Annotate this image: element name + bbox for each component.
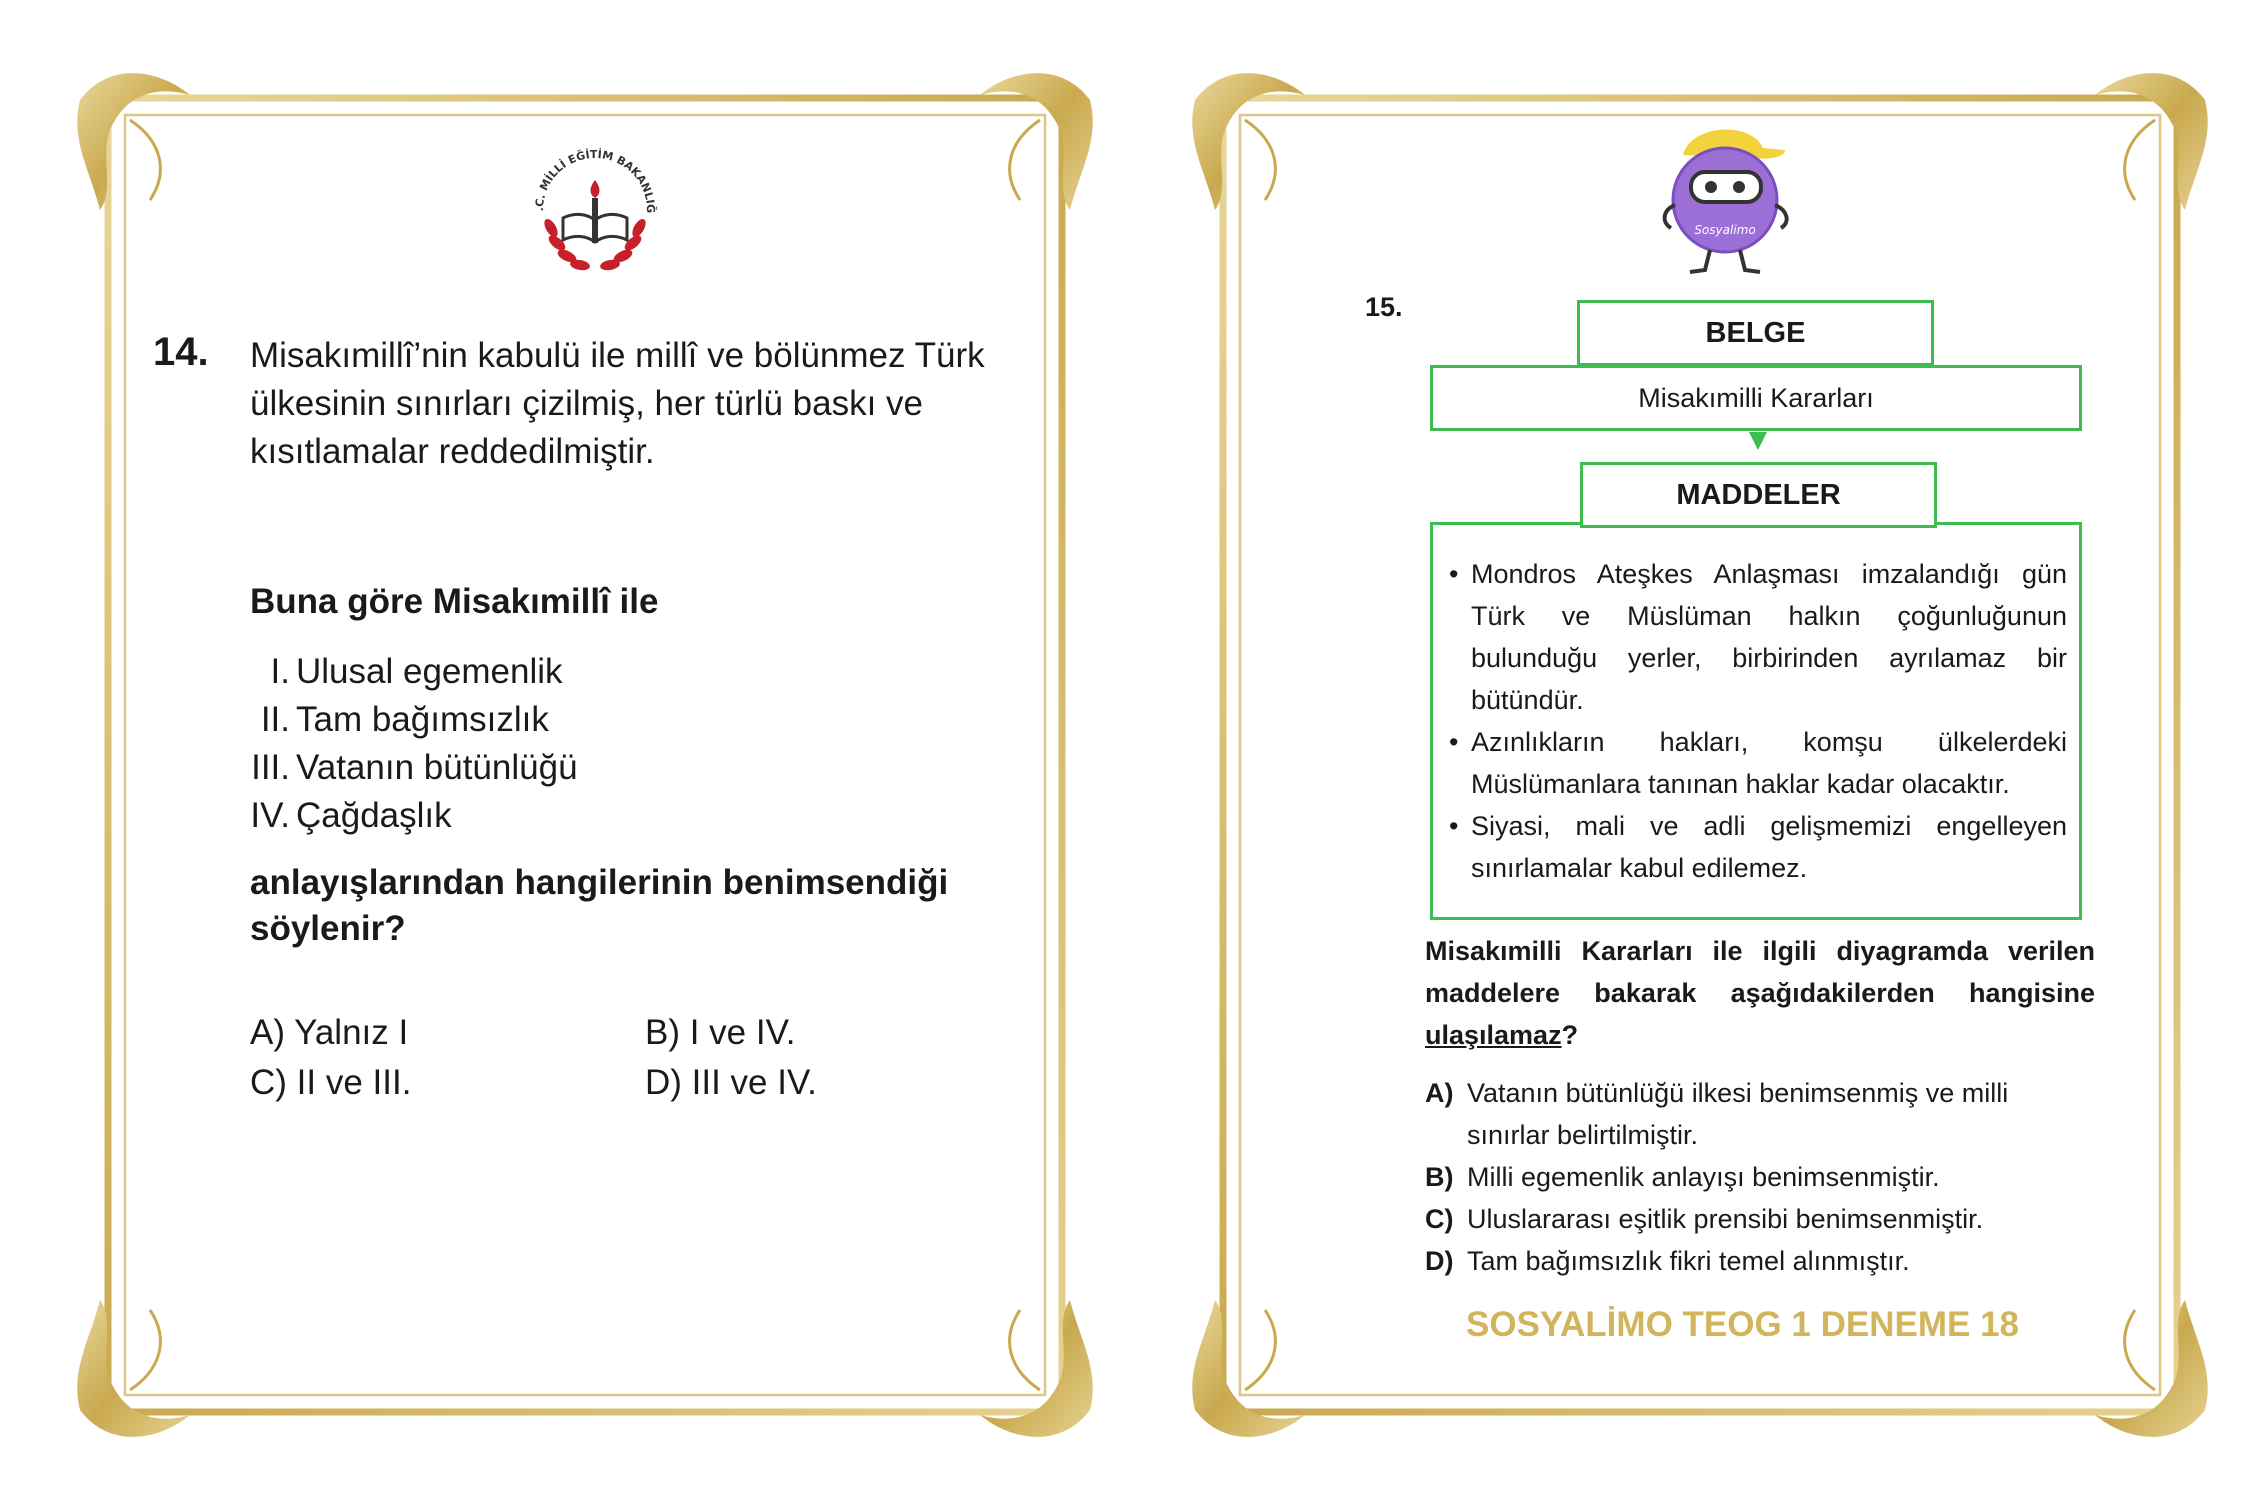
question-stem: Misakımillî’nin kabulü ile millî ve bölünmez Türk ülkesinin sınırları çizilmiş, her türlü baskı ve kısıtlamalar reddedilmiştir. — [250, 336, 985, 471]
svg-text:Sosyalimo: Sosyalimo — [1694, 223, 1756, 237]
diagram-item: • Azınlıkların hakları, komşu ülkelerdeki Müslümanlara tanınan haklar kadar olacaktır. — [1447, 721, 2067, 805]
emphasis-underlined: ulaşılamaz — [1425, 1020, 1562, 1050]
question-prompt: Misakımilli Kararları ile ilgili diyagramda verilen maddelere bakarak aşağıdakilerden hangisine ulaşılamaz? — [1425, 936, 2095, 1050]
question-number: 14. — [153, 330, 209, 374]
option-c[interactable]: C) Uluslararası eşitlik prensibi benimsenmiştir. — [1425, 1204, 1984, 1234]
statement-item: II. Tam bağımsızlık — [260, 700, 549, 739]
question-number: 15. — [1365, 292, 1403, 322]
option-b[interactable]: B) Milli egemenlik anlayışı benimsenmiştir. — [1425, 1162, 1940, 1192]
question-prompt-end: anlayışlarından hangilerinin benimsendiği söylenir? — [250, 863, 949, 948]
statement-item: I. Ulusal egemenlik — [270, 652, 563, 691]
statement-list — [240, 648, 578, 840]
diagram-item-list — [1430, 522, 2082, 920]
option-c[interactable]: C) II ve III. — [250, 1063, 412, 1102]
sosyalimo-mascot-icon — [1645, 110, 1805, 280]
question-card-14 — [70, 60, 1100, 1450]
option-b[interactable]: B) I ve IV. — [645, 1013, 796, 1052]
diagram-header-maddeler: MADDELER — [1580, 462, 1937, 528]
diagram-header-belge: BELGE — [1577, 300, 1934, 366]
svg-text:T.C. MİLLİ EĞİTİM BAKANLIĞI: .C. MİLLİ EĞİTİM BAKANLIĞ — [532, 147, 658, 214]
question-prompt: Buna göre Misakımillî ile — [250, 582, 659, 621]
option-d[interactable]: D) III ve IV. — [645, 1063, 817, 1102]
option-d[interactable]: D) Tam bağımsızlık fikri temel alınmıştır. — [1425, 1246, 1910, 1276]
statement-item: III. Vatanın bütünlüğü — [251, 748, 578, 787]
diagram-arrow-icon — [1749, 432, 1767, 450]
option-a[interactable]: A) Vatanın bütünlüğü ilkesi benimsenmiş ve milli sınırlar belirtilmiştir. — [1425, 1078, 2009, 1150]
diagram-item: • Siyasi, mali ve adli gelişmemizi engelleyen sınırlamalar kabul edilemez. — [1447, 805, 2067, 889]
option-a[interactable]: A) Yalnız I — [250, 1013, 409, 1052]
footer-title: SOSYALİMO TEOG 1 DENEME 18 — [1465, 1305, 2019, 1344]
diagram-document: Misakımilli Kararları — [1430, 365, 2082, 431]
meb-logo-icon — [515, 128, 675, 288]
diagram-item: • Mondros Ateşkes Anlaşması imzalandığı gün Türk ve Müslüman halkın çoğunluğunun bulunduğu yerler, birbirinden ayrılamaz bir bütündür. — [1447, 553, 2067, 721]
question-card-15 — [1185, 60, 2215, 1450]
answer-options — [1425, 1072, 2095, 1282]
statement-item: IV. Çağdaşlık — [250, 796, 452, 835]
